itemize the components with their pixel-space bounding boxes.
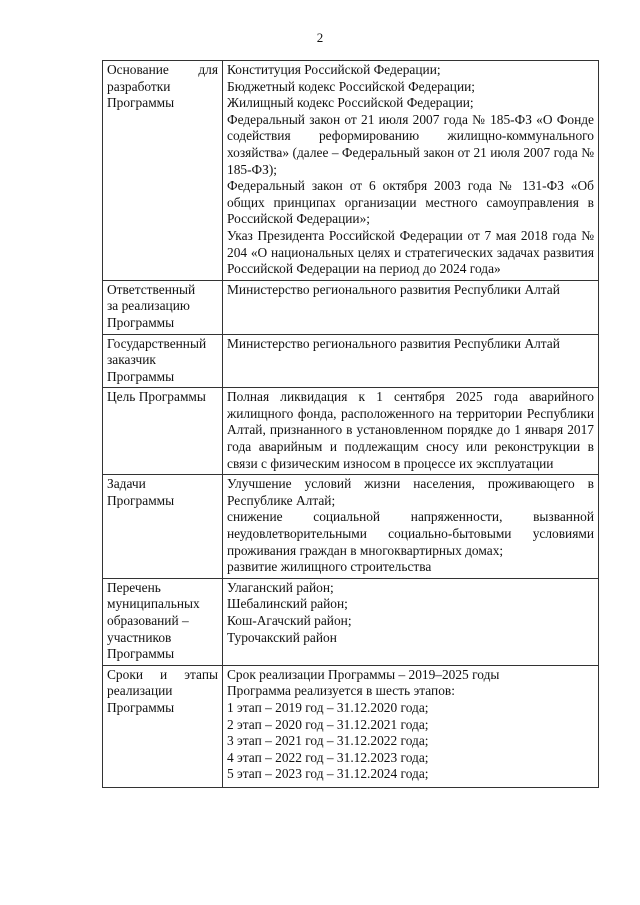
- row-value: [223, 388, 599, 475]
- label-line: Основание для: [107, 62, 218, 77]
- row-value: [223, 475, 599, 579]
- value-line: Министерство регионального развития Республики Алтай: [227, 281, 560, 297]
- value-line: Указ Президента Российской Федерации от 7 мая 2018 года № 204 «О национальных целях и стратегических задачах развития Российской Федерации на период до 2024 года»: [227, 227, 594, 277]
- label-line: Государственный: [107, 335, 207, 351]
- label-line: заказчик: [107, 352, 156, 368]
- value-line: Срок реализации Программы – 2019–2025 годы: [227, 666, 500, 682]
- program-passport-table: [102, 60, 599, 788]
- table-row: [103, 665, 599, 787]
- label-line: Ответственный: [107, 281, 196, 297]
- table-row: [103, 388, 599, 475]
- row-value: [223, 61, 599, 281]
- label-line: Перечень: [107, 579, 161, 595]
- label-line: Цель Программы: [107, 389, 206, 405]
- value-line: Федеральный закон от 21 июля 2007 года № 185-ФЗ «О Фонде содействия реформированию жилищно-коммунального хозяйства» (далее – Федеральный закон от 21 июля 2007 года № 185-ФЗ);: [227, 111, 594, 177]
- value-line: Бюджетный кодекс Российской Федерации;: [227, 78, 476, 94]
- table-row: [103, 578, 599, 665]
- row-label: [103, 61, 223, 281]
- label-line: за реализацию: [107, 298, 190, 314]
- label-line: Сроки и этапы: [107, 666, 218, 682]
- row-value: [223, 280, 599, 334]
- value-line: Турочакский район: [227, 629, 337, 645]
- label-line: Программы: [107, 314, 175, 330]
- label-line: Программы: [107, 95, 175, 111]
- value-line: Министерство регионального развития Республики Алтай: [227, 335, 560, 351]
- table-row: [103, 61, 599, 281]
- label-line: реализации: [107, 683, 173, 699]
- row-value: [223, 578, 599, 665]
- label-line: муниципальных: [107, 596, 200, 612]
- value-line: Улаганский район;: [227, 579, 334, 595]
- value-line: 1 этап – 2019 год – 31.12.2020 года;: [227, 699, 429, 715]
- row-label: [103, 475, 223, 579]
- label-line: образований –: [107, 613, 189, 628]
- value-line: Программа реализуется в шесть этапов:: [227, 683, 455, 699]
- value-line: Конституция Российской Федерации;: [227, 62, 441, 77]
- row-value: [223, 334, 599, 388]
- label-line: Программы: [107, 368, 175, 384]
- value-line: 3 этап – 2021 год – 31.12.2022 года;: [227, 733, 429, 749]
- value-line: Жилищный кодекс Российской Федерации;: [227, 95, 474, 111]
- value-line: 4 этап – 2022 год – 31.12.2023 года;: [227, 749, 429, 765]
- row-label: [103, 665, 223, 787]
- value-line: Шебалинский район;: [227, 596, 348, 612]
- label-line: Программы: [107, 699, 175, 715]
- value-line: Кош-Агачский район;: [227, 613, 352, 628]
- row-label: [103, 388, 223, 475]
- label-line: Программы: [107, 646, 175, 662]
- table-row: [103, 280, 599, 334]
- row-label: [103, 334, 223, 388]
- table-row: [103, 334, 599, 388]
- value-line: Федеральный закон от 6 октября 2003 года № 131-ФЗ «Об общих принципах организации местного самоуправления в Российской Федерации»;: [227, 178, 594, 227]
- row-label: [103, 578, 223, 665]
- label-line: Программы: [107, 492, 175, 508]
- page-number: 2: [316, 30, 324, 45]
- row-value: [223, 665, 599, 787]
- label-line: участников: [107, 629, 172, 645]
- value-line: 2 этап – 2020 год – 31.12.2021 года;: [227, 716, 429, 732]
- value-line: 5 этап – 2023 год – 31.12.2024 года;: [227, 766, 429, 782]
- value-line: снижение социальной напряженности, вызванной неудовлетворительными социально-бытовыми условиями проживания граждан в многоквартирных домах;: [227, 509, 594, 558]
- label-line: разработки: [107, 78, 171, 94]
- table-row: [103, 475, 599, 579]
- value-line: Полная ликвидация к 1 сентября 2025 года аварийного жилищного фонда, расположенного на территории Республики Алтай, признанного в установленном порядке до 1 января 2017 года аварийным и подлежащим сносу или реконструкции в связи с физическим износом в процессе их эксплуатации: [227, 389, 594, 471]
- value-line: Улучшение условий жизни населения, проживающего в Республике Алтай;: [227, 476, 594, 508]
- row-label: [103, 280, 223, 334]
- value-line: развитие жилищного строительства: [227, 559, 432, 575]
- label-line: Задачи: [107, 476, 146, 492]
